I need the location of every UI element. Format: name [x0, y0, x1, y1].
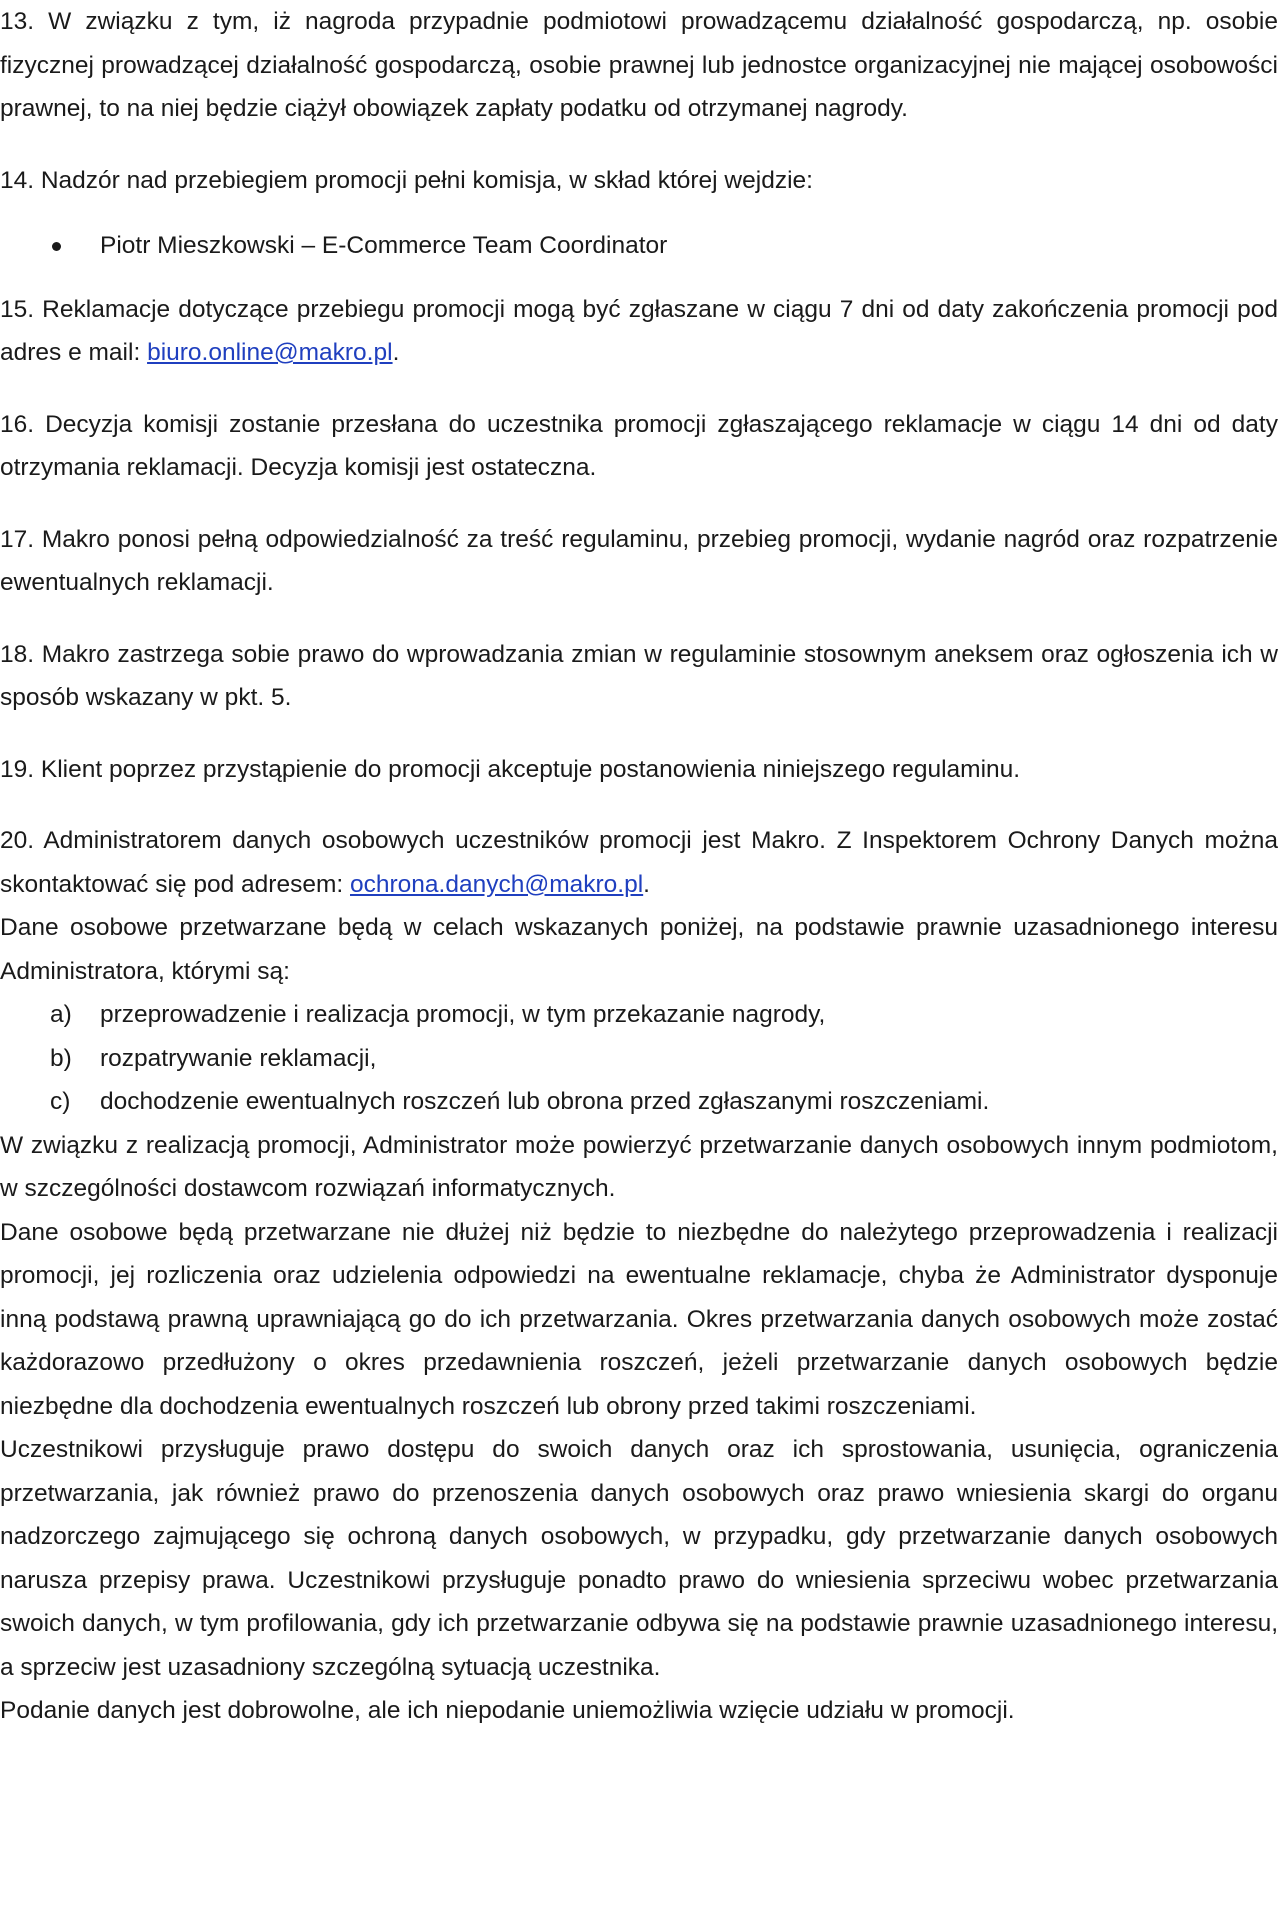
- list-item: [0, 1080, 1278, 1124]
- purposes-intro: Dane osobowe przetwarzane będą w celach wskazanych poniżej, na podstawie prawnie uzasadnionego interesu Administratora, którymi są:: [0, 914, 1278, 985]
- paragraph-voluntary: Podanie danych jest dobrowolne, ale ich niepodanie uniemożliwia wzięcie udziału w promocji.: [0, 1697, 1015, 1724]
- data-protection-email-link[interactable]: ochrona.danych@makro.pl: [350, 870, 644, 898]
- paragraph-entrust: W związku z realizacją promocji, Administrator może powierzyć przetwarzanie danych osobowych innym podmiotom, w szczególności dostawcom rozwiązań informatycznych.: [0, 1131, 1278, 1202]
- paragraph-20: [0, 819, 1278, 906]
- spacer: [0, 490, 1278, 518]
- spacer: [0, 131, 1278, 159]
- paragraph-13: 13. W związku z tym, iż nagroda przypadnie podmiotowi prowadzącemu działalność gospodarczą, np. osobie fizycznej prowadzącej działalność gospodarczą, osobie prawnej lub jednostce organizacyjnej nie mającej osobowości prawnej, to na niej będzie ciążył obowiązek zapłaty podatku od otrzymanej nagrody.: [0, 8, 1278, 122]
- paragraph-rights: Uczestnikowi przysługuje prawo dostępu do swoich danych oraz ich sprostowania, usunięcia, ograniczenia przetwarzania, jak również prawo do przenoszenia danych osobowych oraz prawo wniesienia skargi do organu nadzorczego zajmującego się ochroną danych osobowych, w przypadku, gdy przetwarzanie danych osobowych narusza przepisy prawa. Uczestnikowi przysługuje ponadto prawo do wniesienia sprzeciwu wobec przetwarzania swoich danych, w tym profilowania, gdy ich przetwarzanie odbywa się na podstawie prawnie uzasadnionego interesu, a sprzeciw jest uzasadniony szczególną sytuacją uczestnika.: [0, 1436, 1278, 1681]
- paragraph-14: 14. Nadzór nad przebiegiem promocji pełni komisja, w skład której wejdzie:: [0, 166, 813, 194]
- paragraph-15: [0, 288, 1278, 375]
- spacer: [0, 720, 1278, 748]
- paragraph-19: 19. Klient poprzez przystąpienie do promocji akceptuje postanowienia niniejszego regulaminu.: [0, 755, 1021, 783]
- spacer: [0, 605, 1278, 633]
- paragraph-18: 18. Makro zastrzega sobie prawo do wprowadzania zmian w regulaminie stosownym aneksem oraz ogłoszenia ich w sposób wskazany w pkt. 5.: [0, 640, 1278, 711]
- list-item-letter: b): [50, 1044, 72, 1072]
- paragraph-16: 16. Decyzja komisji zostanie przesłana do uczestnika promocji zgłaszającego reklamacje w ciągu 14 dni od daty otrzymania reklamacji. Decyzja komisji jest ostateczna.: [0, 410, 1278, 481]
- purposes-list: [0, 993, 1278, 1124]
- spacer: [0, 375, 1278, 403]
- paragraph-15-end: .: [392, 339, 400, 366]
- list-item-letter: c): [50, 1088, 71, 1115]
- paragraph-15-text: 15. Reklamacje dotyczące przebiegu promocji mogą być zgłaszane w ciągu 7 dni od daty zakończenia promocji pod adres e mail:: [0, 295, 1278, 366]
- list-item-text: rozpatrywanie reklamacji,: [100, 1044, 377, 1072]
- list-item-letter: a): [50, 1001, 72, 1028]
- bullet-icon: [52, 242, 61, 251]
- paragraph-20-end: .: [643, 870, 650, 898]
- list-item: [0, 993, 1278, 1037]
- spacer: [0, 791, 1278, 819]
- commission-member-item: [0, 224, 1278, 268]
- complaints-email-link[interactable]: biuro.online@makro.pl: [147, 339, 393, 366]
- list-item: [0, 1037, 1278, 1081]
- list-item-text: przeprowadzenie i realizacja promocji, w tym przekazanie nagrody,: [100, 1001, 826, 1028]
- commission-member-text: Piotr Mieszkowski – E-Commerce Team Coordinator: [100, 232, 668, 259]
- paragraph-17: 17. Makro ponosi pełną odpowiedzialność za treść regulaminu, przebieg promocji, wydanie nagród oraz rozpatrzenie ewentualnych reklamacji.: [0, 525, 1278, 596]
- paragraph-20-text: 20. Administratorem danych osobowych uczestników promocji jest Makro. Z Inspektorem Ochrony Danych można skontaktować się pod adresem:: [0, 827, 1278, 898]
- list-item-text: dochodzenie ewentualnych roszczeń lub obrona przed zgłaszanymi roszczeniami.: [100, 1088, 990, 1115]
- paragraph-retention: Dane osobowe będą przetwarzane nie dłużej niż będzie to niezbędne do należytego przeprowadzenia i realizacji promocji, jej rozliczenia oraz udzielenia odpowiedzi na ewentualne reklamacje, chyba że Administrator dysponuje inną podstawą prawną uprawniającą go do ich przetwarzania. Okres przetwarzania danych osobowych może zostać każdorazowo przedłużony o okres przedawnienia roszczeń, jeżeli przetwarzanie danych osobowych będzie niezbędne dla dochodzenia ewentualnych roszczeń lub obrony przed takimi roszczeniami.: [0, 1218, 1278, 1420]
